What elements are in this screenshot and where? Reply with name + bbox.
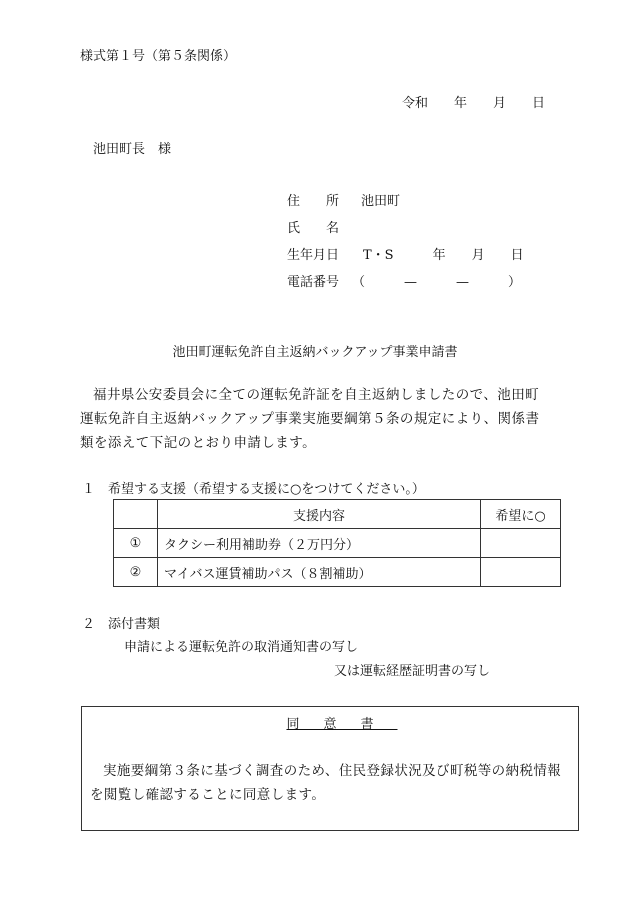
row-wish-cell[interactable] <box>481 558 561 587</box>
dob-label: 生年月日 <box>287 248 340 263</box>
form-number: 様式第１号（第５条関係） <box>80 49 237 64</box>
consent-title: 同意書 <box>286 717 398 732</box>
intro-line-1: 福井県公安委員会に全ての運転免許証を自主返納しましたので、池田町 <box>93 387 540 403</box>
section1-heading: １ 希望する支援（希望する支援に○をつけてください。） <box>82 482 425 497</box>
row-content: タクシー利用補助券（２万円分） <box>158 529 481 558</box>
header-cell-content: 支援内容 <box>158 500 481 529</box>
consent-body: 実施要綱第３条に基づく調査のため、住民登録状況及び町税等の納税情報を閲覧し確認することに同意します。 <box>90 763 562 803</box>
attachment-line-1: 申請による運転免許の取消通知書の写し <box>124 640 359 655</box>
intro-paragraph <box>80 383 580 455</box>
name-label: 氏 名 <box>287 221 340 236</box>
row-number: ② <box>114 558 158 587</box>
row-content: マイバス運賃補助パス（８割補助） <box>158 558 481 587</box>
support-table <box>113 499 561 587</box>
intro-line-2: 運転免許自主返納バックアップ事業実施要綱第５条の規定により、関係書 <box>80 411 540 427</box>
address-value: 池田町 <box>361 194 401 209</box>
header-cell-wish: 希望に○ <box>481 500 561 529</box>
date-line: 令和 年 月 日 <box>402 96 546 111</box>
table-row <box>114 529 561 558</box>
phone-value: （ — — ） <box>352 275 522 290</box>
header-cell-number <box>114 500 158 529</box>
table-row <box>114 558 561 587</box>
document-title: 池田町運転免許自主返納バックアップ事業申請書 <box>172 345 458 360</box>
intro-line-3: 類を添えて下記のとおり申請します。 <box>80 435 317 451</box>
attachment-line-2: 又は運転経歴証明書の写し <box>334 664 491 679</box>
address-label: 住 所 <box>287 194 340 209</box>
addressee: 池田町長 様 <box>93 142 172 157</box>
row-wish-cell[interactable] <box>481 529 561 558</box>
consent-box <box>81 706 579 831</box>
section2-heading: ２ 添付書類 <box>82 617 161 632</box>
row-number: ① <box>114 529 158 558</box>
phone-label: 電話番号 <box>287 275 340 290</box>
dob-value: T・S 年 月 日 <box>363 248 524 263</box>
table-header-row <box>114 500 561 529</box>
